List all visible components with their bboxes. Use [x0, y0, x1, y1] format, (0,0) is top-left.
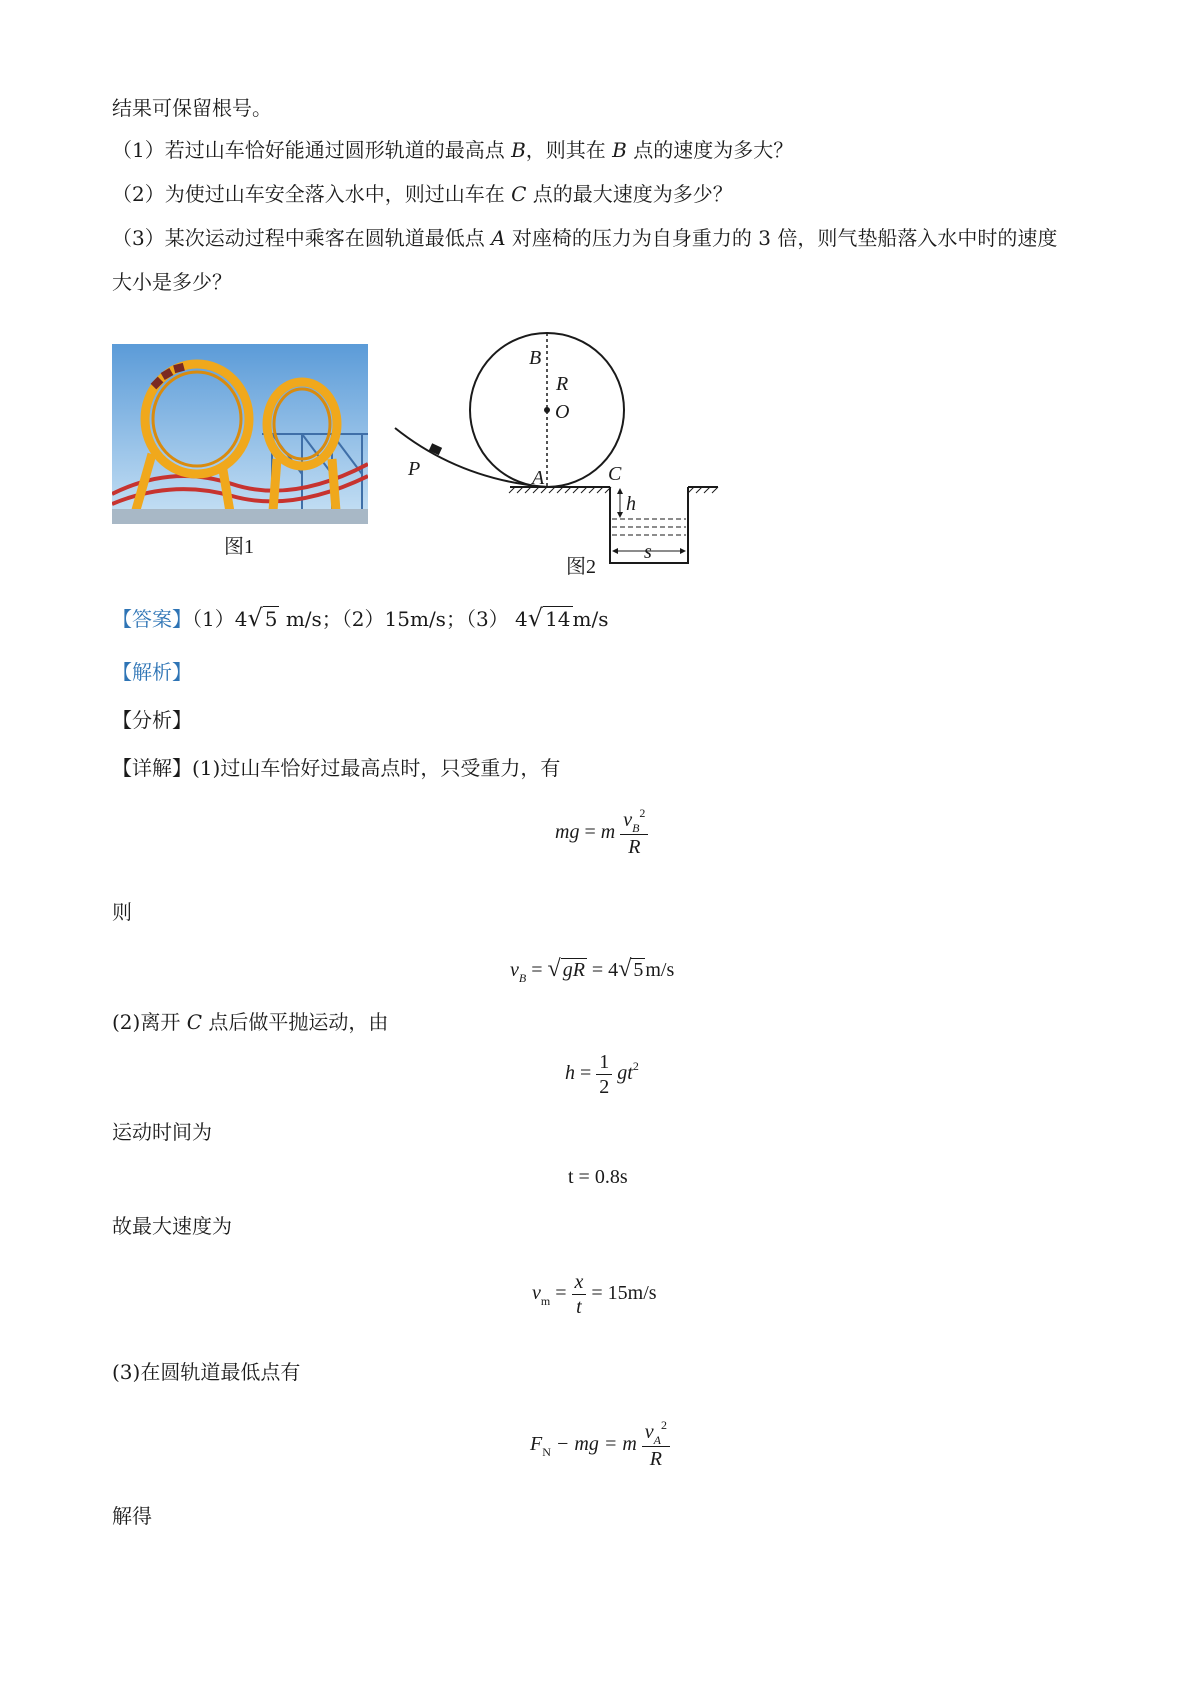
figure-2-caption: 图2 — [566, 556, 596, 578]
part-2-text: (2)离开 C 点后做平抛运动，由 — [112, 1010, 389, 1034]
label-O: O — [555, 401, 570, 423]
answer-line: 【答案】（1）4√ 5 m/s；（2）15m/s；（3） 4√ 14 m/s — [112, 604, 609, 632]
label-P: P — [408, 458, 421, 480]
ze-text: 则 — [112, 900, 132, 924]
max-speed-label: 故最大速度为 — [112, 1214, 232, 1238]
detail-line: 【详解】(1)过山车恰好过最高点时，只受重力，有 — [112, 756, 561, 780]
question-3: （3）某次运动过程中乘客在圆轨道最低点 A 对座椅的压力为自身重力的 3 倍，则气垫船落入水中时的速度 — [112, 226, 1058, 250]
roller-coaster-photo — [112, 344, 368, 524]
fenxi-tag: 【分析】 — [112, 708, 192, 732]
label-h: h — [626, 493, 636, 515]
question-2: （2）为使过山车安全落入水中，则过山车在 C 点的最大速度为多少？ — [112, 182, 733, 206]
time-label: 运动时间为 — [112, 1120, 212, 1144]
question-1: （1）若过山车恰好能通过圆形轨道的最高点 B，则其在 B 点的速度为多大？ — [112, 138, 794, 162]
equation-5: $v_m$ = $\frac{x}{t}$ = 15m/s — [532, 1271, 657, 1318]
equation-4: t = 0.8s — [568, 1166, 628, 1188]
answer-tag: 【答案】 — [112, 607, 192, 631]
label-R: R — [556, 373, 569, 395]
equation-6: $F_N$ − mg = m $\frac{v_A^2}{R}$ — [530, 1420, 670, 1471]
intro-text: 结果可保留根号。 — [112, 96, 272, 120]
figure-1-caption: 图1 — [224, 536, 254, 558]
label-A: A — [532, 467, 545, 489]
label-C: C — [608, 463, 622, 485]
label-B: B — [529, 347, 542, 369]
equation-3: h = $\frac{1}{2}$ $gt^2$ — [565, 1051, 639, 1098]
track-diagram — [390, 330, 720, 580]
equation-2: $v_B$ = √ gR = 4√ 5 m/s — [510, 956, 675, 985]
analysis-tag: 【解析】 — [112, 660, 192, 684]
jiede-text: 解得 — [112, 1504, 152, 1528]
part-3-text: (3)在圆轨道最低点有 — [112, 1360, 301, 1384]
question-3-continued: 大小是多少？ — [112, 270, 232, 294]
label-s: s — [644, 541, 652, 563]
equation-1: mg = m $\frac{v_B^2}{R}$ — [555, 808, 648, 859]
